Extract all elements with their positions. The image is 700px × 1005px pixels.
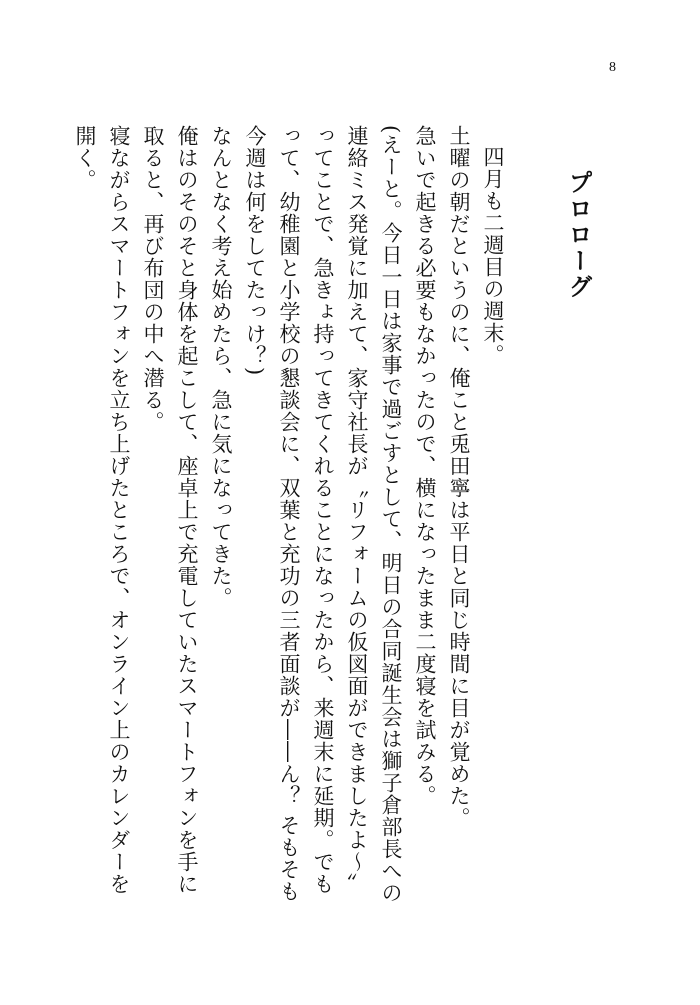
paragraph: (えーと。今日一日は家事で過ごすとして、明日の合同誕生会は獅子倉部長への連絡ミス発覚に加えて、家守社長が〝リフォームの仮図面ができましたよ〜〟ってことで、急きょ持ってきてくれることになったから、来週末に延期。でもって、幼稚園と小学校の懇談会に、双葉と充功の三者面談が――ん？ そもそも今週は何をしてたっけ？) xyxy=(243,125,403,905)
paragraph: 急いで起きる必要もなかったので、横になったまま二度寝を試みる。 xyxy=(413,125,437,807)
chapter-title: プロローグ xyxy=(564,170,594,300)
body-text xyxy=(68,125,510,915)
paragraph: 俺はのそのそと身体を起こして、座卓上で充電していたスマートフォンを手に取ると、再び布団の中へ潜る。 xyxy=(141,125,199,895)
page-number: 8 xyxy=(609,60,616,75)
paragraph: 四月も二週目の週末。 xyxy=(481,146,505,366)
paragraph: 寝ながらスマートフォンを立ち上げたところで、オンライン上のカレンダーを開く。 xyxy=(73,125,131,895)
paragraph: 土曜の朝だというのに、俺こと兎田寧は平日と同じ時間に目が覚めた。 xyxy=(447,125,471,829)
paragraph: なんとなく考え始めたら、急に気になってきた。 xyxy=(209,125,233,609)
